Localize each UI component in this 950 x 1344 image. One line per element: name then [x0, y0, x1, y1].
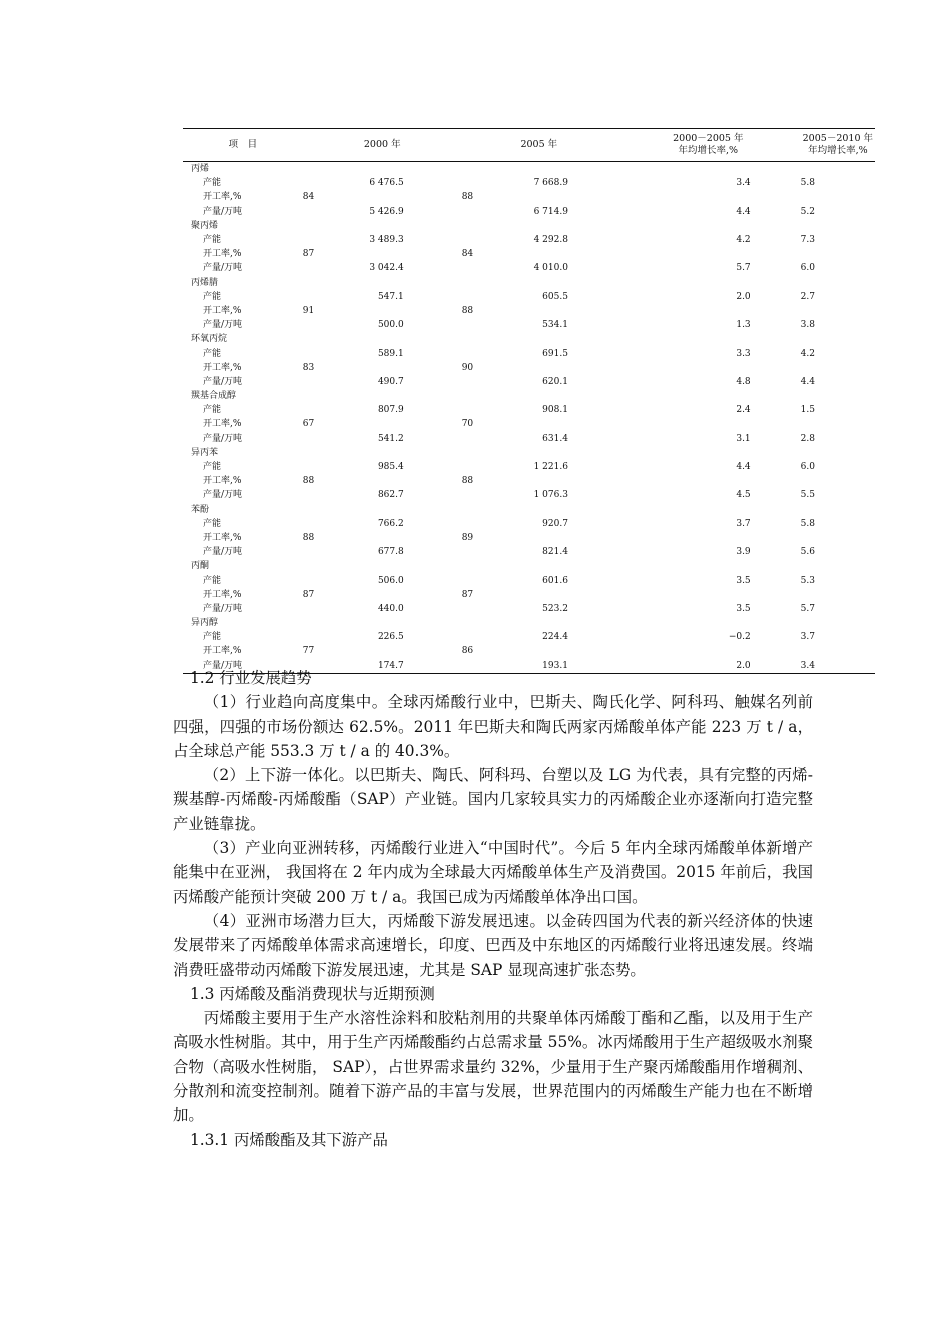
row-label: 产能	[203, 291, 222, 302]
growth-2005-2010	[801, 190, 875, 204]
value-2000: 541.2	[377, 433, 404, 444]
paragraph-2: （2）上下游一体化。以巴斯夫、陶氏、阿科玛、台塑以及 LG 为代表，具有完整的丙烯-羰基醇-丙烯酸-丙烯酸酯（SAP）产业链。国内几家较具实力的丙烯酸企业亦逐渐向打造完整产业链靠拢。	[173, 766, 813, 833]
table-row	[183, 460, 875, 474]
row-label: 产能	[203, 235, 222, 246]
value-2005: 601.6	[542, 575, 568, 586]
value-2000: 91	[302, 305, 315, 316]
value-2000: 84	[302, 192, 315, 203]
value-2005: 7 668.9	[533, 178, 568, 189]
table-row	[183, 261, 875, 275]
row-label: 产能	[203, 462, 222, 473]
table-row	[183, 588, 875, 602]
growth-2005-2010: 1.5	[800, 405, 815, 416]
empty-cell	[462, 559, 616, 573]
value-2005: 87	[461, 589, 474, 600]
table-row	[183, 517, 875, 531]
value-2005: 620.1	[542, 376, 568, 387]
value-2000: 500.0	[377, 320, 404, 331]
growth-2000-2005: 4.8	[736, 376, 751, 387]
table-row	[183, 573, 875, 587]
growth-2000-2005	[616, 474, 801, 488]
empty-cell	[303, 219, 462, 233]
growth-2005-2010	[801, 474, 875, 488]
empty-cell	[303, 332, 462, 346]
value-2000: 807.9	[377, 405, 404, 416]
value-2000: 985.4	[377, 462, 404, 473]
value-2005: 523.2	[542, 603, 568, 614]
value-2005: 6 714.9	[533, 206, 568, 217]
growth-2000-2005: 4.4	[736, 206, 751, 217]
value-2000: 862.7	[377, 490, 404, 501]
value-2005: 89	[461, 532, 474, 543]
growth-2005-2010: 4.2	[800, 348, 815, 359]
header-growth-2005-2010-line2: 年均增长率,%	[808, 145, 868, 156]
paragraph-5: 丙烯酸主要用于生产水溶性涂料和胶粘剂用的共聚单体丙烯酸丁酯和乙酯，以及用于生产高吸水性树脂。其中，用于生产丙烯酸酯约占总需求量 55%。冰丙烯酸用于生产超级吸水剂聚合物（高吸水性树脂， SAP），占世界需求量约 32%，少量用于生产聚丙烯酸酯用作增稠剂、分散剂和流变控制剂。随着下游产品的丰富与发展，世界范围内的丙烯酸生产能力也在不断增加。	[173, 1009, 813, 1125]
empty-cell	[462, 446, 616, 460]
empty-cell	[462, 162, 616, 177]
table-group-row	[183, 503, 875, 517]
empty-cell	[801, 162, 875, 177]
growth-2000-2005: 3.9	[736, 547, 751, 558]
group-name: 羰基合成醇	[191, 391, 237, 402]
value-2000: 83	[302, 362, 315, 373]
table-row	[183, 233, 875, 247]
growth-2005-2010: 5.3	[800, 575, 815, 586]
growth-2005-2010	[801, 247, 875, 261]
growth-2000-2005: 2.4	[736, 405, 751, 416]
group-name: 聚丙烯	[191, 220, 219, 231]
growth-2000-2005: 2.0	[616, 659, 801, 674]
empty-cell	[801, 559, 875, 573]
value-2005: 4 292.8	[533, 235, 568, 246]
growth-2005-2010: 5.7	[800, 603, 815, 614]
growth-2005-2010: 5.8	[800, 178, 815, 189]
header-growth-2000-2005-line2: 年均增长率,%	[678, 145, 739, 156]
growth-2005-2010	[801, 361, 875, 375]
growth-2000-2005	[616, 588, 801, 602]
value-2000: 87	[302, 589, 315, 600]
growth-2005-2010: 5.2	[800, 206, 815, 217]
value-2000: 88	[302, 476, 315, 487]
growth-2000-2005: 2.0	[736, 291, 751, 302]
value-2000: 677.8	[377, 547, 404, 558]
table-row	[183, 474, 875, 488]
table-row	[183, 176, 875, 190]
value-2005: 88	[461, 192, 474, 203]
header-growth-2000-2005-line1: 2000－2005 年	[673, 133, 744, 144]
row-label: 产能	[203, 632, 222, 643]
empty-cell	[616, 446, 801, 460]
row-label: 产量/万吨	[203, 547, 243, 558]
empty-cell	[462, 389, 616, 403]
growth-2000-2005	[616, 417, 801, 431]
table-row	[183, 290, 875, 304]
table-row	[183, 247, 875, 261]
paragraph-3: （3）产业向亚洲转移，丙烯酸行业进入“中国时代”。今后 5 年内全球丙烯酸单体新增产能集中在亚洲， 我国将在 2 年内成为全球最大丙烯酸单体生产及消费国。2015 年前后，我国丙烯酸产能预计突破 200 万 t / a。我国已成为丙烯酸单体净出口国。	[173, 839, 813, 906]
row-label: 产量/万吨	[203, 603, 243, 614]
growth-2000-2005: 4.4	[736, 462, 751, 473]
row-label: 开工率,%	[203, 589, 242, 600]
growth-2000-2005	[616, 304, 801, 318]
growth-2005-2010: 2.7	[800, 291, 815, 302]
growth-2005-2010: 3.4	[801, 659, 875, 674]
value-2005: 4 010.0	[533, 263, 568, 274]
empty-cell	[462, 503, 616, 517]
value-2005: 631.4	[542, 433, 568, 444]
value-2000: 77	[302, 646, 315, 657]
table-body	[183, 162, 875, 674]
growth-2000-2005	[616, 361, 801, 375]
row-label: 开工率,%	[203, 532, 242, 543]
table-row	[183, 403, 875, 417]
value-2005: 605.5	[542, 291, 568, 302]
body-text	[173, 666, 813, 1152]
row-label: 产量/万吨	[203, 206, 243, 217]
header-growth-2005-2010	[801, 129, 875, 162]
growth-2005-2010: 6.0	[800, 263, 815, 274]
table-row	[183, 630, 875, 644]
growth-2000-2005	[616, 531, 801, 545]
value-2000: 5 426.9	[369, 206, 404, 217]
empty-cell	[462, 616, 616, 630]
row-label: 产能	[203, 348, 222, 359]
group-name: 丙烯腈	[191, 277, 219, 288]
growth-2005-2010	[801, 644, 875, 658]
value-2000: 3 489.3	[369, 235, 404, 246]
value-2005: 821.4	[542, 547, 568, 558]
table-row	[183, 545, 875, 559]
group-name: 异丙醇	[191, 618, 219, 629]
value-2005: 88	[461, 305, 474, 316]
header-growth-2000-2005	[616, 129, 801, 162]
empty-cell	[801, 332, 875, 346]
growth-2000-2005: 4.5	[736, 490, 751, 501]
group-name: 苯酚	[191, 504, 210, 515]
value-2005: 90	[461, 362, 474, 373]
empty-cell	[616, 389, 801, 403]
table-row	[183, 644, 875, 658]
heading-1-3: 1.3 丙烯酸及酯消费现状与近期预测	[189, 984, 435, 1003]
heading-1-3-1: 1.3.1 丙烯酸酯及其下游产品	[189, 1130, 388, 1149]
value-2000: 88	[302, 532, 315, 543]
row-label: 产量/万吨	[203, 263, 243, 274]
empty-cell	[462, 276, 616, 290]
header-2000: 2000 年	[303, 129, 462, 162]
row-label: 产能	[203, 575, 222, 586]
growth-2005-2010: 6.0	[800, 462, 815, 473]
table-group-row	[183, 276, 875, 290]
table-group-row	[183, 559, 875, 573]
value-2000: 440.0	[377, 603, 404, 614]
value-2005: 84	[461, 249, 474, 260]
growth-2000-2005: 4.2	[736, 235, 751, 246]
header-growth-2005-2010-line1: 2005－2010 年	[802, 133, 874, 144]
empty-cell	[616, 219, 801, 233]
growth-2005-2010: 5.8	[800, 518, 815, 529]
value-2000: 87	[302, 249, 315, 260]
empty-cell	[616, 559, 801, 573]
empty-cell	[616, 162, 801, 177]
table-group-row	[183, 616, 875, 630]
row-label: 开工率,%	[203, 419, 242, 430]
capacity-table	[183, 128, 875, 674]
row-label: 开工率,%	[203, 646, 242, 657]
value-2005: 1 221.6	[533, 462, 568, 473]
growth-2005-2010	[801, 304, 875, 318]
value-2000: 766.2	[377, 518, 404, 529]
table-header-row	[183, 129, 875, 162]
row-label: 开工率,%	[203, 192, 242, 203]
header-item: 项 目	[183, 129, 303, 162]
table-row	[183, 417, 875, 431]
row-label: 产量/万吨	[203, 433, 243, 444]
growth-2005-2010: 4.4	[800, 376, 815, 387]
empty-cell	[462, 332, 616, 346]
table-row	[183, 304, 875, 318]
empty-cell	[616, 503, 801, 517]
value-2000: 67	[302, 419, 315, 430]
empty-cell	[616, 276, 801, 290]
group-name: 异丙苯	[191, 447, 219, 458]
table-group-row	[183, 332, 875, 346]
paragraph-1: （1）行业趋向高度集中。全球丙烯酸行业中，巴斯夫、陶氏化学、阿科玛、触媒名列前四强，四强的市场份额达 62.5%。2011 年巴斯夫和陶氏两家丙烯酸单体产能 223 万 t / a，占全球总产能 553.3 万 t / a 的 40.3%。	[173, 693, 813, 760]
heading-1-2: 1.2 行业发展趋势	[189, 669, 312, 687]
growth-2005-2010: 5.5	[800, 490, 815, 501]
growth-2005-2010: 5.6	[800, 547, 815, 558]
value-2005: 920.7	[542, 518, 568, 529]
paragraph-4: （4）亚洲市场潜力巨大，丙烯酸下游发展迅速。以金砖四国为代表的新兴经济体的快速发展带来了丙烯酸单体需求高速增长，印度、巴西及中东地区的丙烯酸行业将迅速发展。终端消费旺盛带动丙烯酸下游发展迅速，尤其是 SAP 显现高速扩张态势。	[173, 911, 813, 979]
value-2005: 86	[461, 646, 474, 657]
empty-cell	[801, 276, 875, 290]
table-group-row	[183, 162, 875, 177]
empty-cell	[801, 503, 875, 517]
row-label: 产能	[203, 405, 222, 416]
growth-2005-2010	[801, 531, 875, 545]
growth-2000-2005: 3.5	[736, 603, 751, 614]
table-row	[183, 602, 875, 616]
value-2005: 691.5	[542, 348, 568, 359]
growth-2000-2005: 3.5	[736, 575, 751, 586]
group-name: 环氧丙烷	[191, 334, 228, 345]
table-row	[183, 531, 875, 545]
empty-cell	[303, 559, 462, 573]
growth-2000-2005: 5.7	[736, 263, 751, 274]
header-2005: 2005 年	[462, 129, 616, 162]
growth-2000-2005: 3.7	[736, 518, 751, 529]
empty-cell	[303, 446, 462, 460]
growth-2000-2005	[616, 247, 801, 261]
empty-cell	[616, 616, 801, 630]
value-2005: 224.4	[542, 632, 568, 643]
empty-cell	[801, 616, 875, 630]
group-name: 丙酮	[191, 561, 210, 572]
value-2005: 193.1	[462, 659, 616, 674]
value-2000: 490.7	[377, 376, 404, 387]
value-2000: 174.7	[303, 659, 462, 674]
value-2005: 70	[461, 419, 474, 430]
growth-2000-2005: 1.3	[736, 320, 751, 331]
row-label: 产量/万吨	[183, 659, 303, 674]
value-2000: 3 042.4	[369, 263, 404, 274]
empty-cell	[303, 276, 462, 290]
value-2005: 88	[461, 476, 474, 487]
growth-2005-2010	[801, 417, 875, 431]
growth-2000-2005: 3.1	[736, 433, 751, 444]
growth-2005-2010: 3.7	[800, 632, 815, 643]
table-row	[183, 318, 875, 332]
empty-cell	[616, 332, 801, 346]
growth-2000-2005	[616, 190, 801, 204]
row-label: 开工率,%	[203, 305, 242, 316]
table-row	[183, 375, 875, 389]
table-row	[183, 488, 875, 502]
group-name: 丙烯	[191, 164, 210, 175]
growth-2005-2010: 7.3	[800, 235, 815, 246]
value-2000: 589.1	[377, 348, 404, 359]
row-label: 产量/万吨	[203, 320, 243, 331]
value-2000: 226.5	[377, 632, 404, 643]
value-2005: 534.1	[542, 320, 568, 331]
empty-cell	[303, 162, 462, 177]
growth-2000-2005: 3.3	[736, 348, 751, 359]
table-row	[183, 190, 875, 204]
empty-cell	[801, 446, 875, 460]
empty-cell	[801, 389, 875, 403]
table-group-row	[183, 219, 875, 233]
row-label: 开工率,%	[203, 362, 242, 373]
table-group-row	[183, 446, 875, 460]
empty-cell	[303, 389, 462, 403]
growth-2005-2010: 2.8	[800, 433, 815, 444]
table-row	[183, 432, 875, 446]
growth-2005-2010: 3.8	[800, 320, 815, 331]
row-label: 开工率,%	[203, 476, 242, 487]
row-label: 产能	[203, 518, 222, 529]
empty-cell	[303, 503, 462, 517]
row-label: 开工率,%	[203, 249, 242, 260]
table-row	[183, 361, 875, 375]
growth-2005-2010	[801, 588, 875, 602]
growth-2000-2005	[616, 644, 801, 658]
value-2005: 1 076.3	[533, 490, 568, 501]
value-2000: 547.1	[377, 291, 404, 302]
empty-cell	[462, 219, 616, 233]
table-row	[183, 346, 875, 360]
value-2000: 506.0	[377, 575, 404, 586]
table-row	[183, 205, 875, 219]
value-2005: 908.1	[542, 405, 568, 416]
row-label: 产量/万吨	[203, 490, 243, 501]
growth-2000-2005: 3.4	[736, 178, 751, 189]
growth-2000-2005: −0.2	[728, 632, 751, 643]
row-label: 产能	[203, 178, 222, 189]
row-label: 产量/万吨	[203, 376, 243, 387]
empty-cell	[801, 219, 875, 233]
table-group-row	[183, 389, 875, 403]
value-2000: 6 476.5	[369, 178, 404, 189]
empty-cell	[303, 616, 462, 630]
